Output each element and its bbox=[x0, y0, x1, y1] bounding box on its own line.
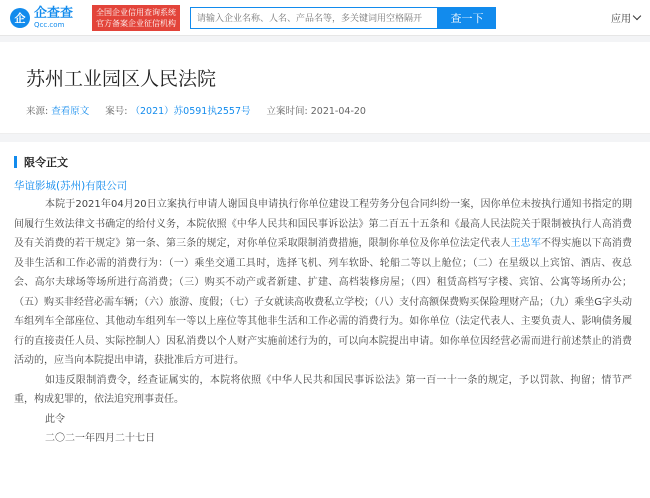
top-navbar bbox=[0, 0, 650, 36]
logo-text bbox=[34, 7, 73, 29]
filing-date: 2021-04-20 bbox=[310, 106, 366, 117]
view-original-link[interactable]: 查看原文 bbox=[51, 106, 90, 117]
source-field bbox=[26, 103, 89, 117]
case-label: 案号: bbox=[105, 106, 128, 117]
page-title: 苏州工业园区人民法院 bbox=[26, 68, 217, 90]
badge-line-1: 全国企业信用查询系统 bbox=[96, 7, 176, 17]
order-paragraph-1 bbox=[14, 195, 632, 371]
case-field bbox=[105, 103, 250, 117]
logo-domain: Qcc.com bbox=[34, 20, 65, 29]
badge-line-2: 官方备案企业征信机构 bbox=[96, 18, 176, 28]
document-header bbox=[0, 42, 650, 134]
credit-system-badge bbox=[92, 5, 180, 31]
legal-rep-link[interactable]: 王忠军 bbox=[510, 238, 541, 249]
date-field bbox=[267, 103, 366, 117]
case-number-link[interactable]: （2021）苏0591执2557号 bbox=[130, 106, 251, 117]
logo-mark-icon: 企 bbox=[10, 8, 30, 28]
order-date: 二〇二一年四月二十七日 bbox=[45, 433, 155, 444]
search-bar bbox=[190, 7, 496, 29]
paragraph-1-part-a: 本院于2021年04月20日立案执行申请人谢国良申请执行你单位建设工程劳务分包合同纠纷一案，因你单位未按执行通知书指定的期间履行生效法律文书确定的给付义务，本院依照《中华人民共和国民事诉讼法》第二百五十五条和《最高人民法院关于限制被执行人高消费及有关消费的若干规定》第一条、第三条的规定，对你单位采取限制消费措施，限制你单位及你单位法定代表人 bbox=[14, 199, 632, 249]
section-marker bbox=[14, 156, 17, 168]
search-input[interactable] bbox=[190, 7, 438, 29]
section-heading bbox=[14, 154, 632, 170]
content-card bbox=[0, 142, 650, 498]
order-closing: 此令 bbox=[45, 413, 65, 425]
search-button[interactable]: 查一下 bbox=[438, 7, 496, 29]
company-link[interactable]: 华谊影城(苏州)有限公司 bbox=[14, 180, 128, 192]
logo-name: 企查查 bbox=[34, 5, 74, 21]
section-title: 限令正文 bbox=[24, 156, 68, 169]
document-meta bbox=[26, 103, 624, 117]
order-paragraph-2: 如违反限制消费令，经查证属实的，本院将依照《中华人民共和国民事诉讼法》第一百一十一条的规定，予以罚款、拘留；情节严重，构成犯罪的，依法追究刑事责任。 bbox=[14, 374, 632, 405]
qcc-logo[interactable] bbox=[10, 7, 90, 29]
date-label: 立案时间: bbox=[266, 106, 308, 117]
apps-label: 应用 bbox=[611, 14, 631, 25]
paragraph-1-part-b: 不得实施以下高消费及非生活和工作必需的消费行为：（一）乘坐交通工具时，选择飞机、列车软卧、轮船二等以上舱位；（二）在星级以上宾馆、酒店、夜总会、高尔夫球场等场所进行高消费；（三）购买不动产或者新建、扩建、高档装修房屋；（四）租赁高档写字楼、宾馆、公寓等场所办公；（五）购买非经营必需车辆；（六）旅游、度假；（七）子女就读高收费私立学校；（八）支付高额保费购买保险理财产品；（九）乘坐G字头动车组列车全部座位、其他动车组列车一等以上座位等其他非生活和工作必需的消费行为。如你单位（法定代表人、主要负责人、影响债务履行的直接责任人员、实际控制人）因私消费以个人财产实施前述行为的，可以向本院提出申请。如你单位因经营必需而进行前述禁止的消费活动的，应当向本院提出申请，获批准后方可进行。 bbox=[14, 238, 633, 366]
source-label: 来源: bbox=[26, 106, 49, 117]
apps-menu[interactable] bbox=[611, 10, 640, 25]
chevron-down-icon bbox=[633, 12, 641, 20]
